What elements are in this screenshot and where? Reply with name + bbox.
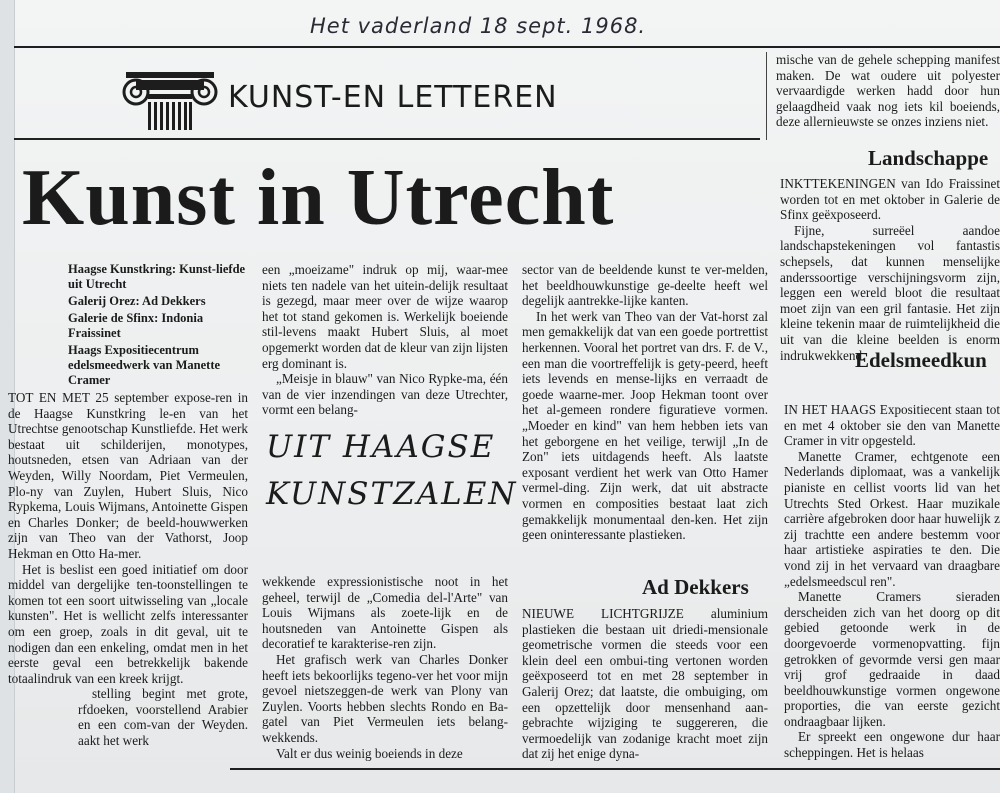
headline: Kunst in Utrecht xyxy=(22,154,615,242)
paragraph: Er spreekt een ongewone dur haar scheppingen. Het is helaas xyxy=(784,729,1000,761)
paragraph: Manette Cramers sieraden derscheiden zich van het doorg op dit gebied getoonde werk in de doorgevoerde vormenopvatting. fijn getrokken of gevormde versi gen maar vrij grof gedraaide in daad beeldhouwkunstige vormen ongewone proporties, die van eerste gezicht ondraagbaar lijken. xyxy=(784,589,1000,729)
paragraph: Het grafisch werk van Charles Donker heeft iets bekoorlijks tegeno-ver het voor mijn gevoel nietszeggen-de werk van Plony van Zuylen. Voorts hebben slechts Rondo en Ba-gatel van Piet Vermeulen iets belang-wekkends. xyxy=(262,651,508,745)
paragraph: Valt er dus weinig boeiends in deze xyxy=(276,745,463,761)
section-title: KUNST-EN LETTEREN xyxy=(228,80,558,115)
bottom-rule xyxy=(230,768,1000,770)
paragraph: Het is beslist een goed initiatief om door middel van dergelijke ten-toonstellingen te komen tot een soort uitwisseling van „locale kunsten". Het is wellicht zelfs interessanter om een groep, zoals in dit geval, uit te nodigen dan een enkeling, omdat men in het eerste geval een betrekkelijk bakende totaalindruk van een kreek krijgt. xyxy=(8,561,248,686)
section-subheading: Ad Dekkers xyxy=(642,575,749,599)
subhead-item: Haagse Kunstkring: Kunst-liefde uit Utrecht xyxy=(68,262,246,291)
handwritten-note: Het vaderland 18 sept. 1968. xyxy=(310,14,647,38)
article-column-3-bottom xyxy=(522,606,768,766)
article-column-3 xyxy=(522,262,768,567)
article-column-2-bottom xyxy=(262,574,508,764)
article-column-4-bottom xyxy=(784,402,1000,766)
paragraph: TOT EN MET 25 september expose-ren in de Haagse Kunstkring le-en van het Utrechtse genootschap Kunstliefde. Het werk bestaat uit schilderijen, monotypes, houtsneden, etsen van Adriaan van der Weyden, Willy Noordam, Piet Vermeulen, Plo-ny van Zuylen, Hubert Sluis, Nico Rypkema, Louis Wijmans, Antoinette Gispen en Charles Donker; de beeld-houwwerken zijn van Theo van der Vathorst, Joop Hekman en Otto Ha-mer. xyxy=(8,390,248,561)
paragraph: mische van de gehele schepping manifest maken. De wat oudere uit polyester vervaardigde werken hadd door hun gelaagdheid vaak nog iets kil boeiends, deze allernieuwste se onzes inziens niet. xyxy=(776,52,1000,130)
column-capital-logo xyxy=(122,70,218,130)
article-column-4 xyxy=(776,52,1000,138)
subhead-item: Galerie de Sfinx: Indonia Fraissinet xyxy=(68,311,204,340)
paragraph: NIEUWE LICHTGRIJZE aluminium plastieken die bestaan uit driedi-mensionale geometrische vormen die steeds voor een klein deel een ombui-ting vertonen worden geëxposeerd tot en met 28 september in Galerij Orez; dat laatste, die ombuiging, om een opzettelijk door mensenhand aan-gebrachte wijziging te suggereren, die vermoedelijk van zodanige kracht moet zijn dat zij het enige dyna- xyxy=(522,606,768,762)
paragraph: In het werk van Theo van der Vat-horst zal men gemakkelijk dat van een goede portrettist herkennen. Vooral het portret van drs. F. de V., een man die voortreffelijk is gety-peerd, heeft iets levends en mense-lijks en verraadt de goede waarne-mer. Joop Hekman toont over het al-gemeen rondere figuratieve vormen. „Moeder en kind" van hem hebben iets van het geborgene en het veilige, terwijl „In de Zon" iets uitdagends heeft. Als laatste exposant verdient het werk van Otto Hamer vermel-ding. Zijn werk, dat uit abstracte vormen en composities bestaat laat zich gemakkelijk monumentaal den-ken. Het zijn geen oninteressante plastieken. xyxy=(522,308,768,543)
section-subheading: UIT HAAGSE KUNSTZALEN xyxy=(266,429,518,512)
paragraph: „Meisje in blauw" van Nico Rypke-ma, één van de vier inzendingen van deze Utrechter, vormt een belang- xyxy=(262,371,508,418)
paragraph: sector van de beeldende kunst te ver-melden, het beeldhouwkunstige ge-deelte heeft wel degelijk aantrekke-lijke kanten. xyxy=(522,262,768,309)
article-column-1 xyxy=(8,390,248,765)
subheads xyxy=(68,262,248,390)
column-divider xyxy=(766,52,767,140)
subhead-item: Galerij Orez: Ad Dekkers xyxy=(68,294,206,308)
paragraph: wekkende expressionistische noot in het geheel, terwijl de „Comedia del-l'Arte" van Louis Wijmans als zoete-lijk en de houtsneden van Antoinette Gispen als decoratief te karakterise-ren zijn. xyxy=(262,574,508,652)
paragraph: een „moeizame" indruk op mij, waar-mee niets ten nadele van het uitein-delijk resultaat is gezegd, maar meer over de wijze waarop het tot stand gekomen is. Werkelijk boeiende stil-levens maakt Hubert Sluis, al moet opgemerkt worden dat de kleur van zijn lijsten erg dominant is. xyxy=(262,262,508,371)
paragraph: Manette Cramer, echtgenote een Nederlands diplomaat, was a vankelijk pianiste en cellist voorts lid van het Utrechts Sted Orkest. Haar muzikale carrière afgebroken door haar huwelijk z zij trachtte een andere bestemm voor haar artistieke aspiraties te den. Die vond zij in het vervaard van draagbare „edelsmeedscul ren". xyxy=(784,448,1000,589)
subhead-item: Haags Expositiecentrum edelsmeedwerk van Manette Cramer xyxy=(68,343,221,387)
paragraph: INKTTEKENINGEN van Ido Fraissinet worden tot en met oktober in Galerie de Sfinx geëxposeerd. xyxy=(780,176,1000,223)
section-subheading: Landschappe xyxy=(868,146,989,170)
article-column-2 xyxy=(262,262,508,418)
section-rule xyxy=(14,138,760,140)
paragraph: Fijne, surreëel aandoe landschapstekeningen vol fantastis schepsels, dat kunnen menselijke anderssoortige verschijningsvorm zijn, leggen een wereld bloot die resultaat moet zijn van een gril fantasie. Het zijn kleine tekenin maar de ruimtelijkheid die uit van die kleine beelden is enorm indrukwekkend. xyxy=(780,222,1000,363)
section-subheading: Edelsmeedkun xyxy=(855,348,987,372)
paragraph: stelling begint met grote, rfdoeken, voorstellend Arabier en een com-van der Weyden. aakt het werk xyxy=(78,686,248,749)
top-rule xyxy=(14,46,1000,48)
paragraph: IN HET HAAGS Expositiecent staan tot en met 4 oktober sie den van Manette Cramer in vitr opgesteld. xyxy=(784,402,1000,449)
